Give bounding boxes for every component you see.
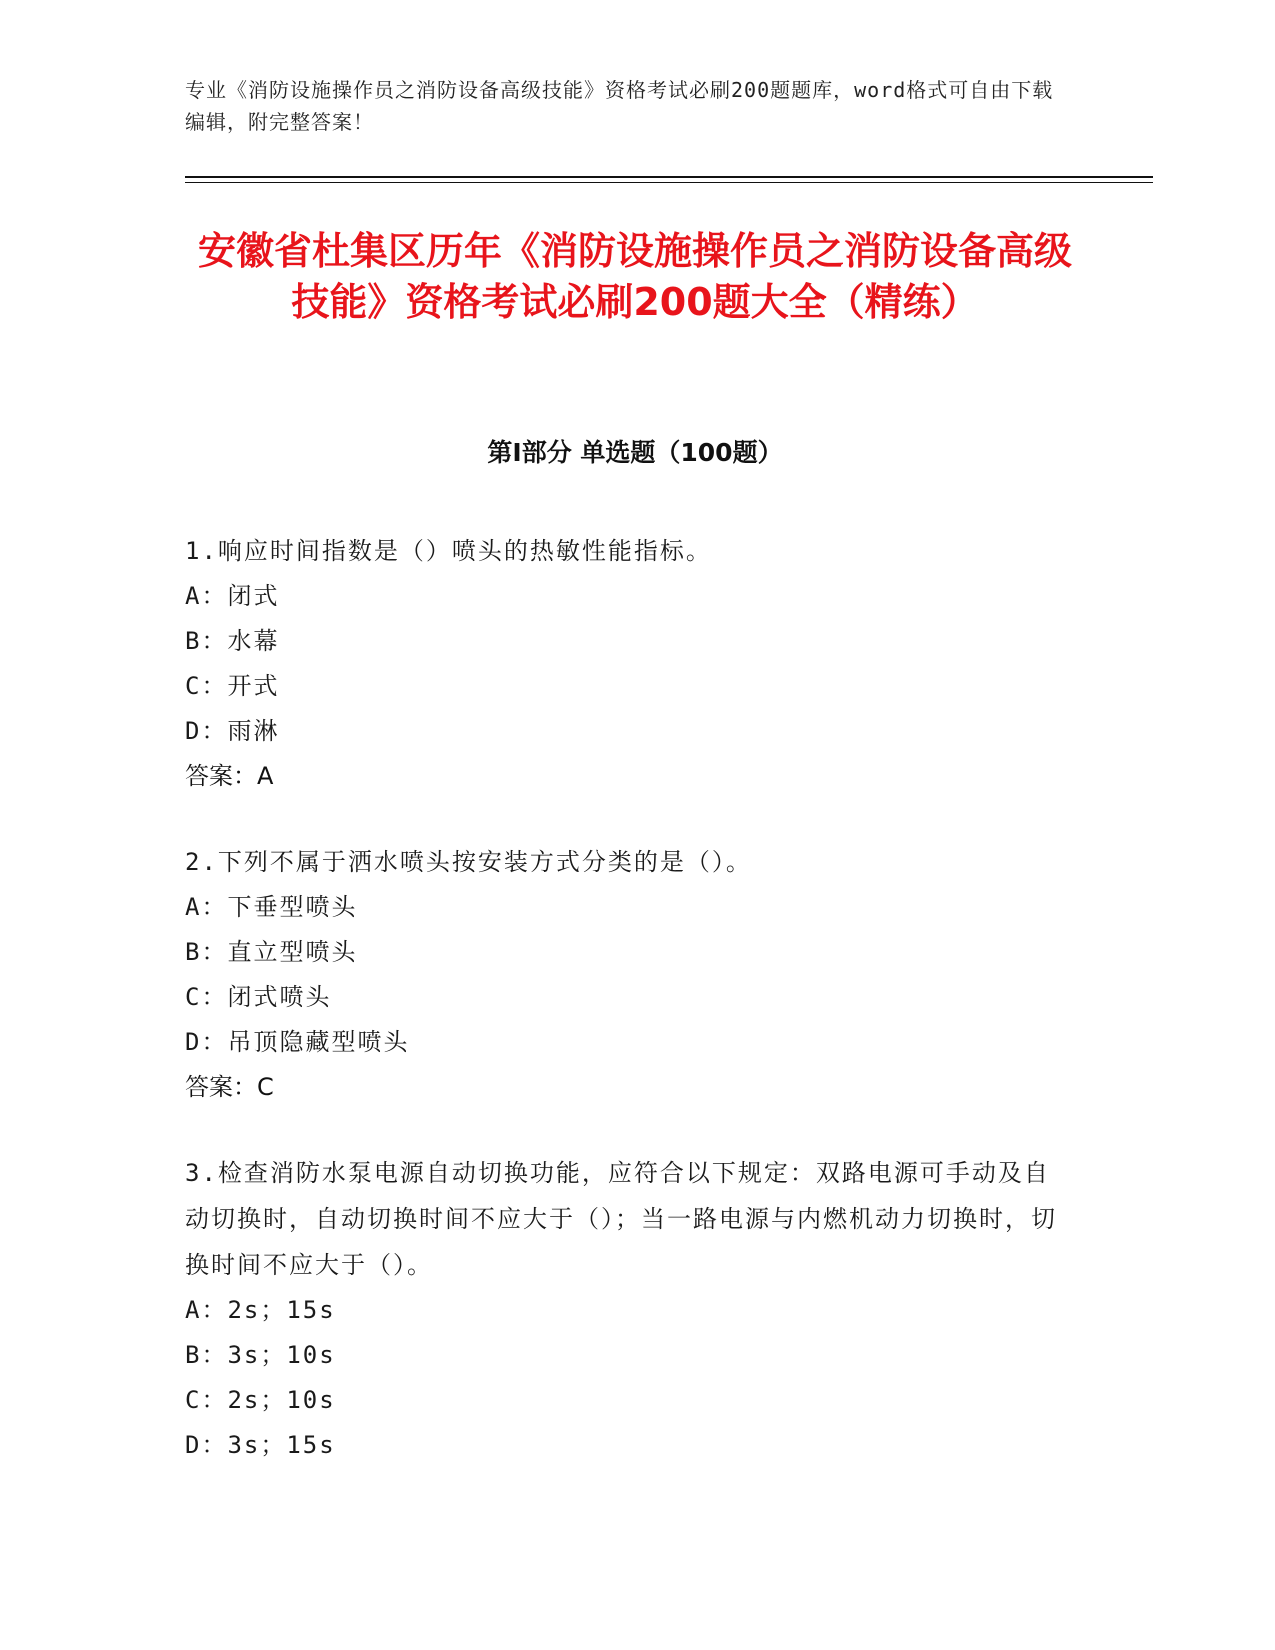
question-1 xyxy=(185,528,1065,799)
option-a: A：闭式 xyxy=(185,582,280,610)
header-divider-thick xyxy=(185,176,1153,178)
option-c: C：开式 xyxy=(185,672,280,700)
section-heading: 第Ⅰ部分 单选题（100题） xyxy=(487,438,783,467)
option-b: B：水幕 xyxy=(185,627,280,655)
option-c: C：2s；10s xyxy=(185,1386,336,1414)
question-2 xyxy=(185,839,1065,1110)
option-d: D：3s；15s xyxy=(185,1431,336,1459)
document-title: 安徽省杜集区历年《消防设施操作员之消防设备高级技能》资格考试必刷200题大全（精练） xyxy=(197,229,1072,324)
question-stem: 2.下列不属于洒水喷头按安装方式分类的是（）。 xyxy=(185,848,752,876)
option-a: A：下垂型喷头 xyxy=(185,893,358,921)
header-divider-thin xyxy=(185,182,1153,183)
option-a: A：2s；15s xyxy=(185,1296,336,1324)
question-stem: 3.检查消防水泵电源自动切换功能，应符合以下规定：双路电源可手动及自动切换时，自动切换时间不应大于（）；当一路电源与内燃机动力切换时，切换时间不应大于（）。 xyxy=(185,1159,1057,1279)
header-note: 专业《消防设施操作员之消防设备高级技能》资格考试必刷200题题库，word格式可自由下载编辑，附完整答案！ xyxy=(185,78,1054,134)
option-d: D：雨淋 xyxy=(185,717,280,745)
option-b: B：3s；10s xyxy=(185,1341,336,1369)
question-list xyxy=(185,528,1065,1508)
question-stem: 1.响应时间指数是（）喷头的热敏性能指标。 xyxy=(185,537,712,565)
option-c: C：闭式喷头 xyxy=(185,983,332,1011)
question-3 xyxy=(185,1150,1065,1468)
answer: 答案：A xyxy=(185,762,274,790)
option-b: B：直立型喷头 xyxy=(185,938,358,966)
answer: 答案：C xyxy=(185,1073,274,1101)
option-d: D：吊顶隐藏型喷头 xyxy=(185,1028,410,1056)
